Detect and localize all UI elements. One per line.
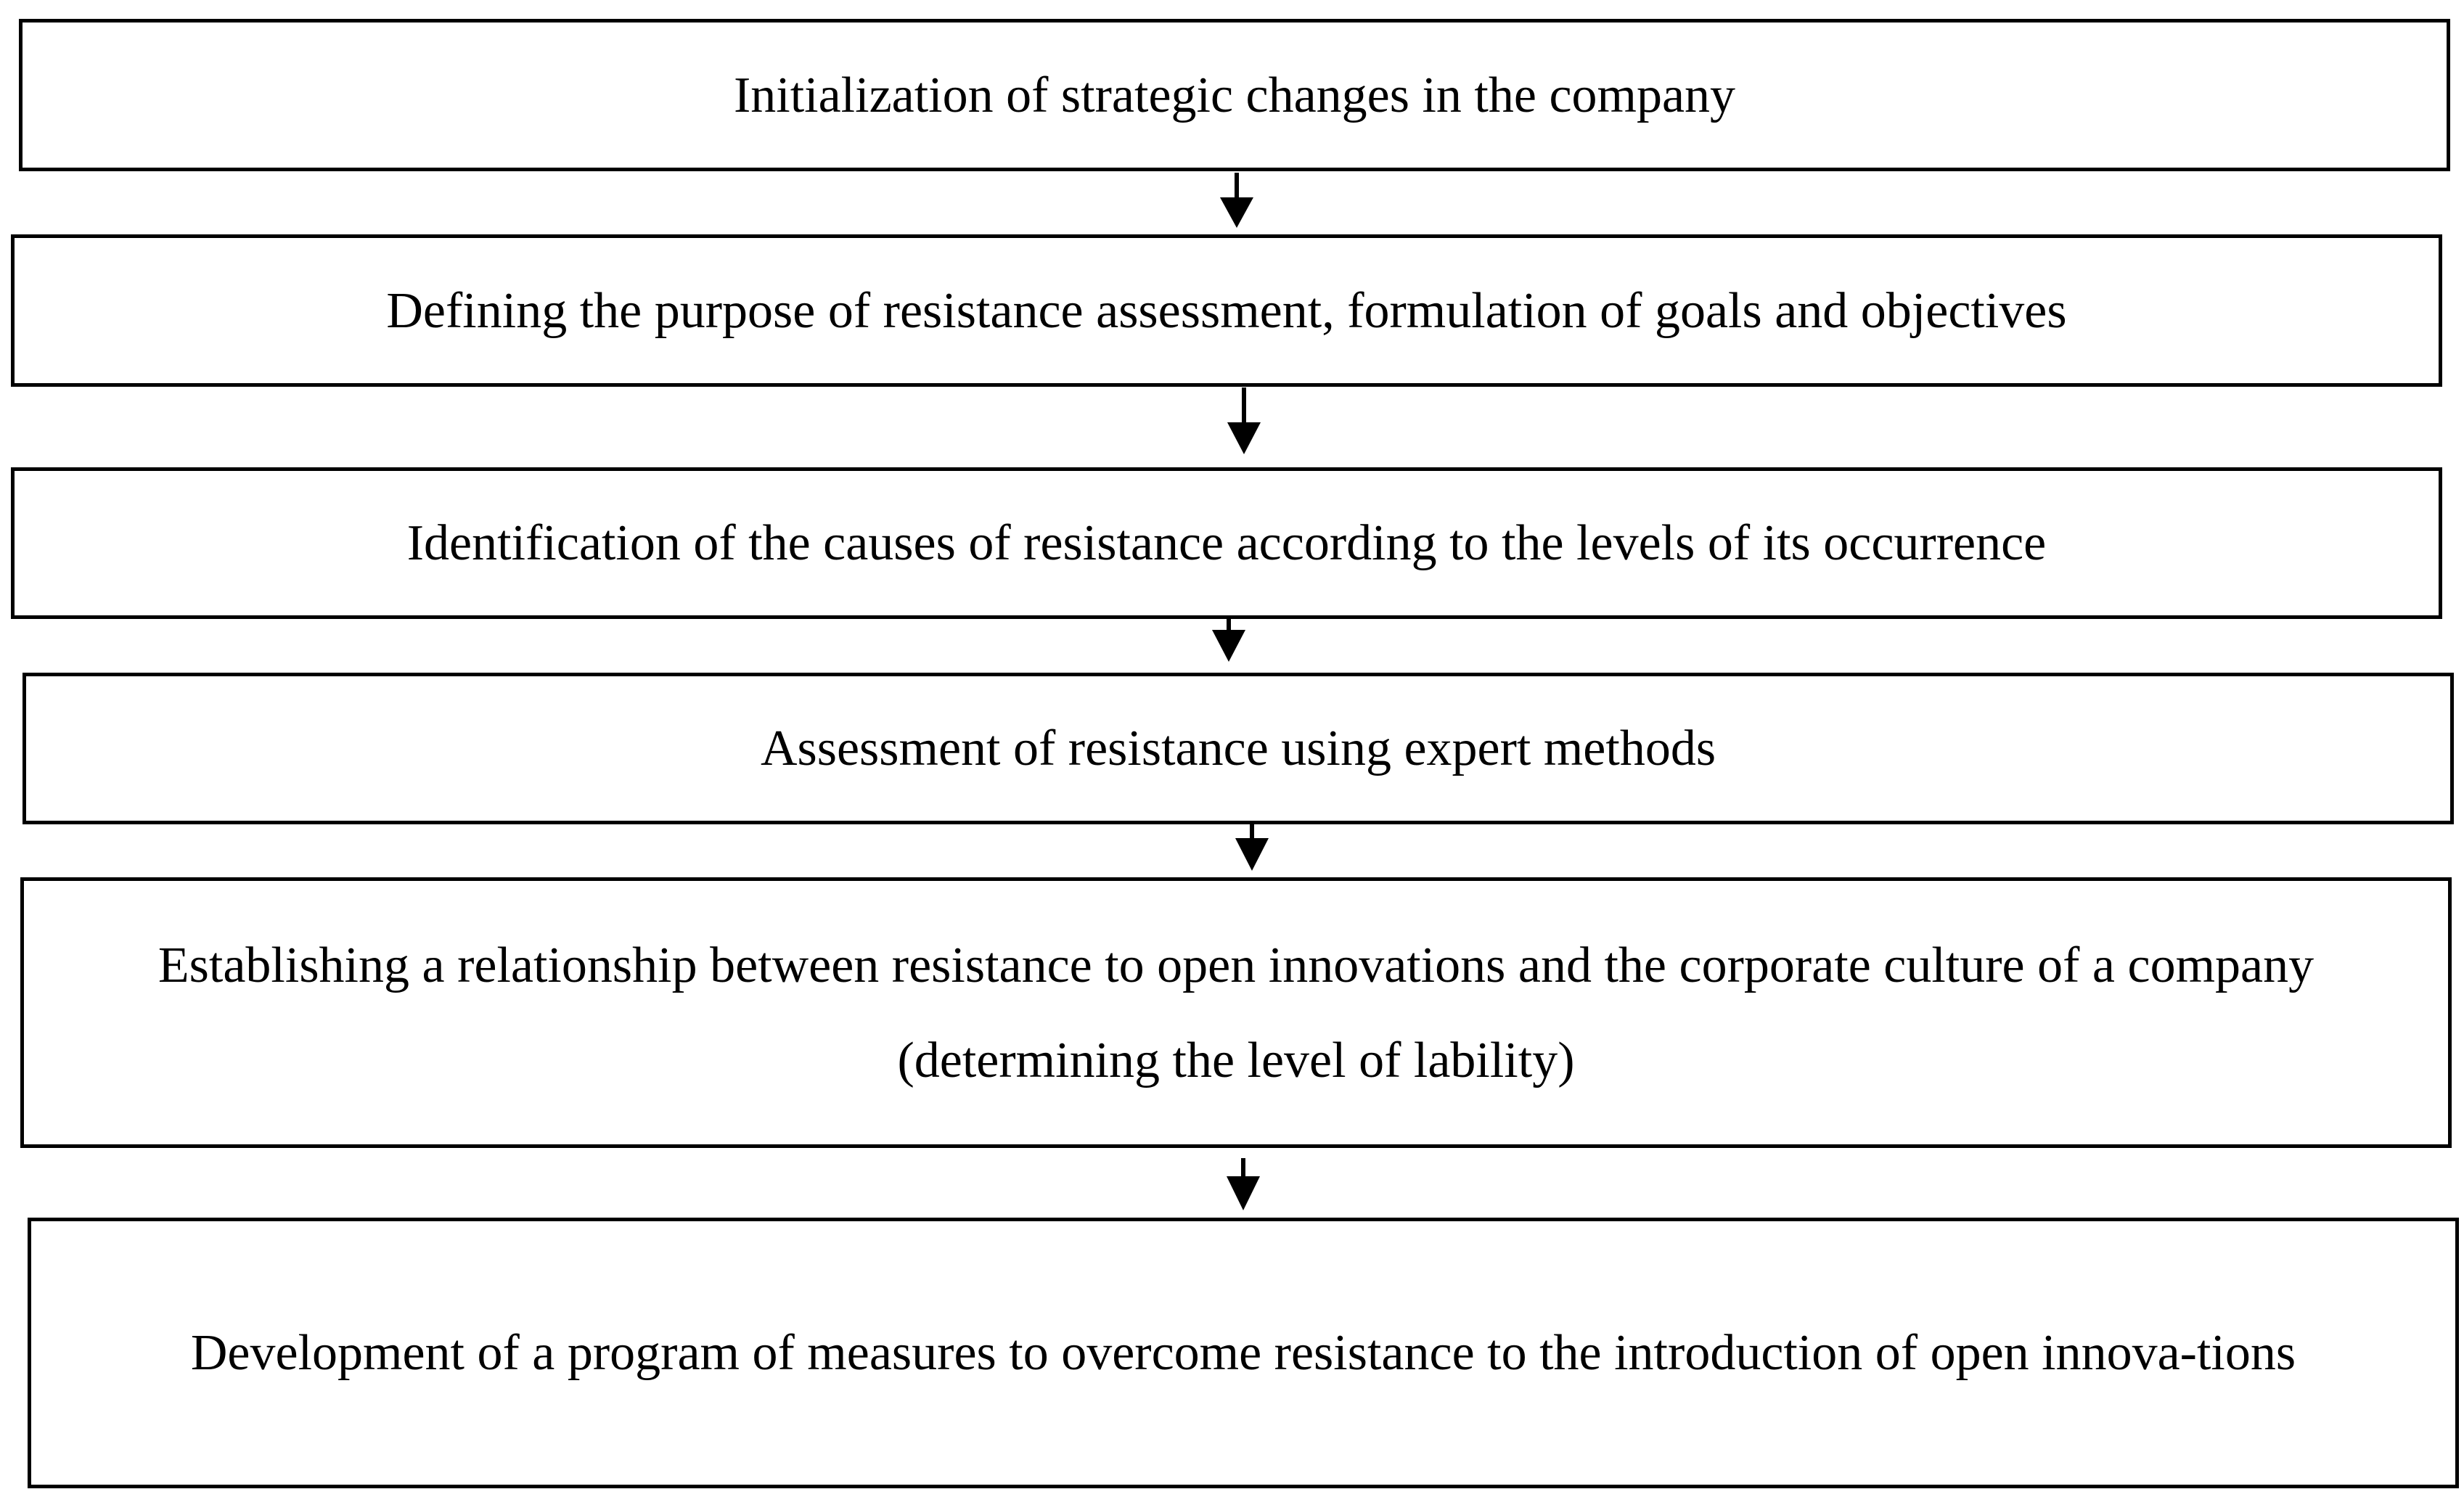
step-box-assessment [22,673,2454,824]
step-box-defining-purpose [11,234,2442,387]
arrow-step4-to-step5 [1235,824,1269,871]
arrow-step3-to-step4 [1212,619,1245,662]
step-box-relationship [20,877,2452,1148]
step-box-development-program [28,1218,2459,1488]
arrow-step1-to-step2 [1220,173,1253,228]
step-label: Identification of the causes of resistance according to the levels of its occurrence [406,515,2047,571]
arrow-step5-to-step6 [1227,1158,1260,1210]
arrow-step2-to-step3 [1227,387,1261,454]
step-box-identification-causes [11,467,2442,619]
step-label: Initialization of strategic changes in the company [733,67,1736,123]
step-label: Development of a program of measures to overcome resistance to the introduction of open innova-tions [190,1325,2296,1381]
step-label: Defining the purpose of resistance assessment, formulation of goals and objectives [386,282,2067,339]
step-box-initialization [19,19,2450,171]
step-label: Establishing a relationship between resistance to open innovations and the corporate culture of a company (determining the level of lability) [157,937,2314,1088]
step-label: Assessment of resistance using expert methods [760,721,1716,776]
